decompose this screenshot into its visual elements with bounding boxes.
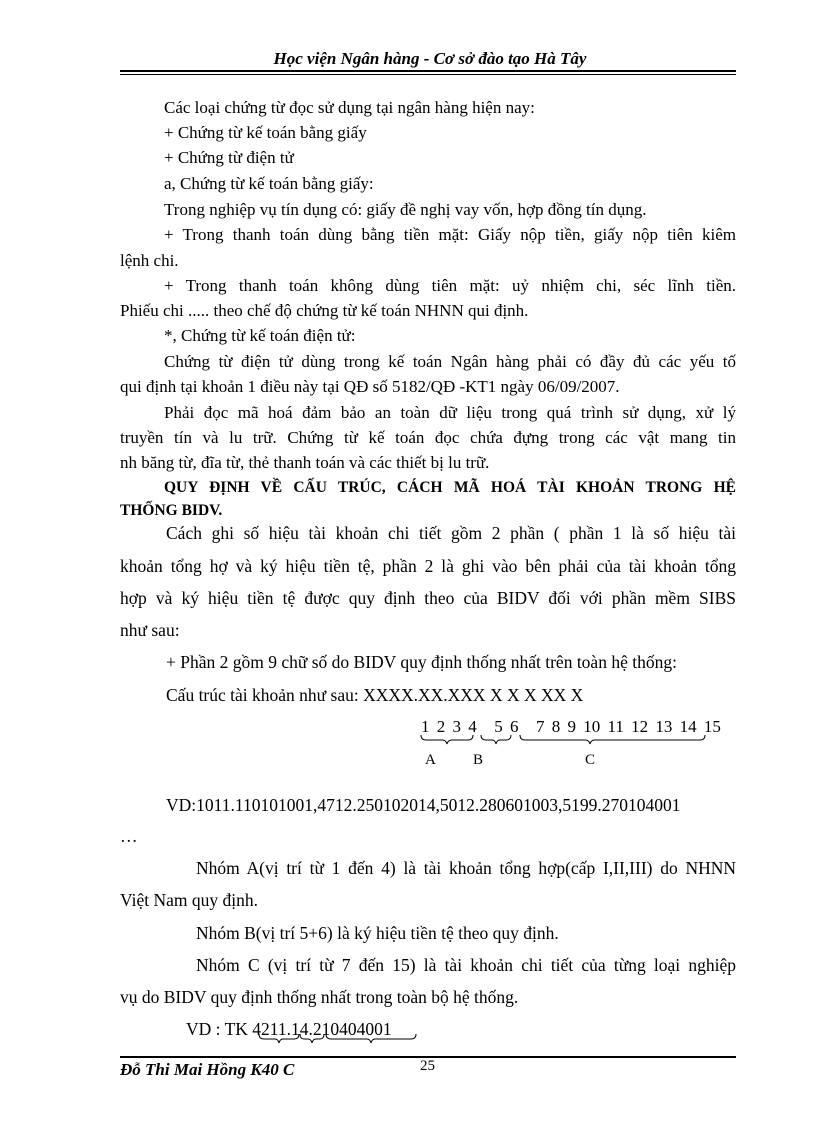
body-line: Phiếu chi ..... theo chế độ chứng từ kế toán NHNN qui định. <box>120 301 529 320</box>
group-desc: Nhóm A(vị trí từ 1 đến 4) là tài khoản tổng hợp(cấp I,II,III) do NHNN <box>196 858 736 878</box>
digit: 14 <box>679 717 697 736</box>
body-line: + Trong thanh toán không dùng tiên mặt: uỷ nhiệm chi, séc lĩnh tiền. <box>164 276 736 295</box>
digit: 8 <box>551 717 561 736</box>
body-line: + Trong thanh toán dùng bằng tiền mặt: Giấy nộp tiền, giấy nộp tiên kiêm <box>164 225 736 244</box>
digit: 10 <box>583 717 601 736</box>
body-line: Cách ghi số hiệu tài khoản chi tiết gồm 2 phần ( phần 1 là số hiệu tài <box>166 523 736 543</box>
body-line: hợp và ký hiệu tiền tệ được quy định theo của BIDV đối với phần mềm SIBS <box>120 588 736 608</box>
body-line: nh băng từ, đĩa từ, thẻ thanh toán và các thiết bị lu trữ. <box>120 453 490 472</box>
body-line: Phải đọc mã hoá đảm bảo an toàn dữ liệu trong quá trình sử dụng, xử lý <box>164 403 736 422</box>
group-label-b: B <box>473 752 484 768</box>
body-line: a, Chứng từ kế toán bằng giấy: <box>164 174 374 193</box>
footer-author: Đỗ Thi Mai Hồng K40 C <box>120 1060 295 1079</box>
digit: 12 <box>631 717 649 736</box>
body-line: + Chứng từ điện tử <box>164 148 294 167</box>
group-desc: vụ do BIDV quy định thống nhất trong toàn bộ hệ thống. <box>120 987 519 1007</box>
digit: 15 <box>703 717 721 736</box>
vd-example: VD : TK 4211.14.210404001 <box>186 1019 392 1039</box>
body-line: khoản tổng hợ và ký hiệu tiền tệ, phần 2 là ghi vào bên phải của tài khoản tổng <box>120 556 736 576</box>
body-line: + Chứng từ kế toán bằng giấy <box>164 123 367 142</box>
digit: 13 <box>655 717 673 736</box>
body-line: + Phần 2 gồm 9 chữ số do BIDV quy định thống nhất trên toàn hệ thống: <box>166 652 677 672</box>
body-line: Trong nghiệp vụ tín dụng có: giấy đề nghị vay vốn, hợp đồng tín dụng. <box>164 200 647 219</box>
brace-c <box>520 735 705 744</box>
group-desc: Việt Nam quy định. <box>120 890 258 910</box>
brace-a <box>421 735 473 744</box>
page-number: 25 <box>420 1058 435 1074</box>
group-label-c: C <box>585 752 596 768</box>
body-line: như sau: <box>120 620 180 640</box>
body-line: *, Chứng từ kế toán điện tử: <box>164 326 356 345</box>
digit: 1 <box>421 717 430 736</box>
page-header-title: Học viện Ngân hàng - Cơ sở đào tạo Hà Tây <box>273 49 587 68</box>
body-line: lệnh chi. <box>120 251 179 270</box>
example-accounts: VD:1011.110101001,4712.250102014,5012.280601003,5199.270104001 <box>166 795 681 815</box>
digit: 2 <box>436 717 446 736</box>
digit: 7 <box>536 717 545 736</box>
digit: 9 <box>567 717 576 736</box>
body-line: qui định tại khoản 1 điều này tại QĐ số 5182/QĐ -KT1 ngày 06/09/2007. <box>120 377 620 396</box>
section-heading: QUY ĐỊNH VỀ CẤU TRÚC, CÁCH MÃ HOÁ TÀI KHOẢN TRONG HỆ <box>164 479 736 496</box>
digit: 3 <box>452 717 461 736</box>
body-line: Các loại chứng từ đọc sử dụng tại ngân hàng hiện nay: <box>164 98 535 117</box>
account-structure-line: Cấu trúc tài khoản như sau: XXXX.XX.XXX X X X XX X <box>166 685 584 705</box>
body-line: truyền tín và lu trữ. Chứng từ kế toán đọc chứa đựng trong các vật mang tin <box>120 428 736 447</box>
ellipsis: … <box>120 826 138 846</box>
body-line: Chứng từ điện tử dùng trong kế toán Ngân hàng phải có đầy đủ các yếu tố <box>164 352 736 371</box>
section-heading-cont: THỐNG BIDV. <box>120 502 223 519</box>
group-label-a: A <box>425 752 436 768</box>
brace-b <box>481 735 511 744</box>
digit: 11 <box>607 717 624 736</box>
group-desc: Nhóm C (vị trí từ 7 đến 15) là tài khoản chi tiết của từng loại nghiệp <box>196 955 736 975</box>
digit: 5 <box>494 717 503 736</box>
group-desc: Nhóm B(vị trí 5+6) là ký hiệu tiền tệ theo quy định. <box>196 923 559 943</box>
digit: 4 <box>468 717 477 736</box>
digit: 6 <box>510 717 519 736</box>
